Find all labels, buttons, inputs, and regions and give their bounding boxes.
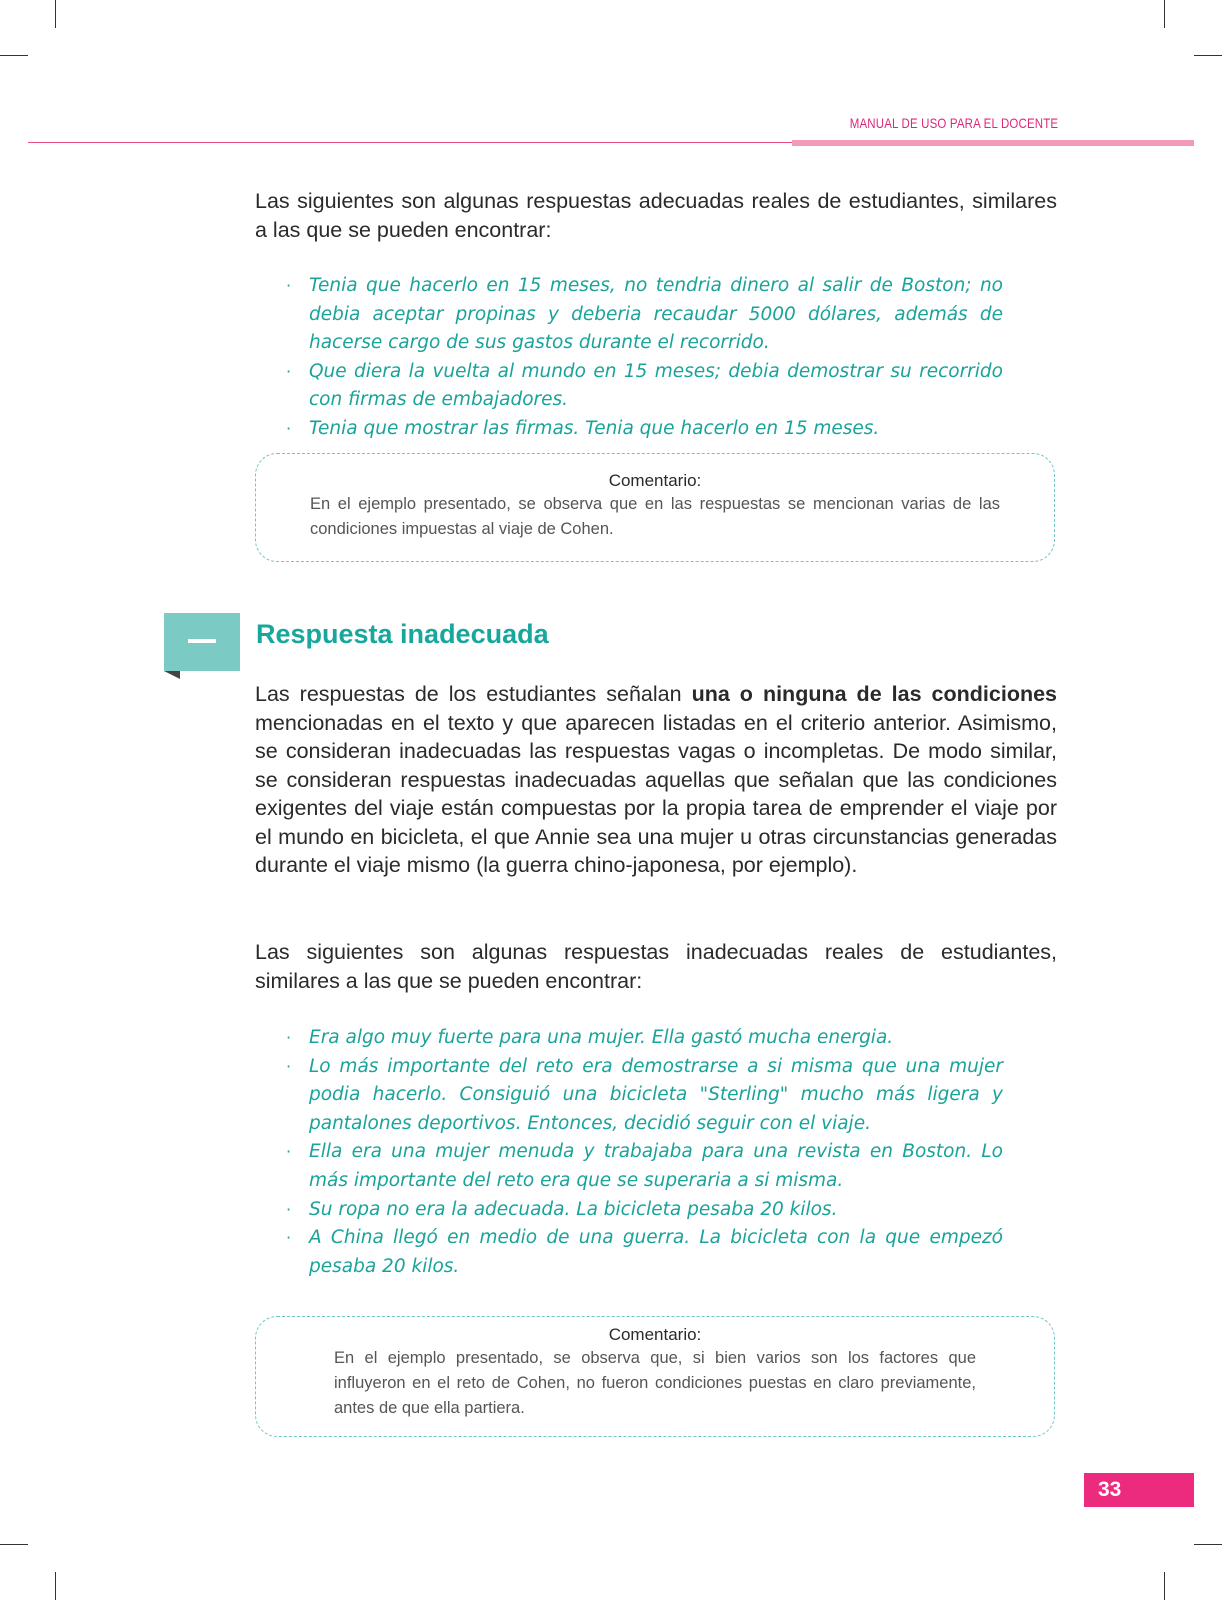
answer-text: A China llegó en medio de una guerra. La bicicleta con la que empezó pesaba 20 kilos. bbox=[309, 1227, 1003, 1277]
crop-mark bbox=[0, 55, 28, 56]
bullet-icon: · bbox=[286, 361, 292, 381]
inadequate-intro: Las siguientes son algunas respuestas inadecuadas reales de estudiantes, similares a las que se pueden encontrar: bbox=[255, 940, 1057, 993]
comment-box bbox=[255, 453, 1055, 562]
inadequate-answer-list bbox=[285, 1024, 1003, 1281]
list-item bbox=[285, 1224, 1003, 1281]
section-tab-fold bbox=[164, 671, 180, 679]
description-text: mencionadas en el texto y que aparecen listadas en el criterio anterior. Asimismo, se consideran inadecuadas las respuestas vagas o incompletas. De modo similar, se consideran respuestas inadecuadas aquellas que señalan que las condiciones exigentes del viaje están compuestas por la propia tarea de emprender el viaje por el mundo en bicicleta, el que Annie sea una mujer u otras circunstancias generadas durante el viaje mismo (la guerra chino-japonesa, por ejemplo). bbox=[255, 710, 1057, 877]
answer-text: Tenia que mostrar las firmas. Tenia que hacerlo en 15 meses. bbox=[309, 417, 880, 439]
comment-text: En el ejemplo presentado, se observa que, si bien varios son los factores que influyeron en el reto de Cohen, no fueron condiciones puestas en claro previamente, antes de que ella partiera. bbox=[334, 1349, 976, 1417]
list-item bbox=[285, 1196, 1003, 1225]
crop-mark bbox=[1194, 55, 1222, 56]
crop-mark bbox=[1194, 1544, 1222, 1545]
bullet-icon: · bbox=[286, 1228, 292, 1248]
answer-text: Tenia que hacerlo en 15 meses, no tendria dinero al salir de Boston; no debia aceptar propinas y deberia recaudar 5000 dólares, además de hacerse cargo de sus gastos durante el recorrido. bbox=[309, 275, 1003, 354]
list-item bbox=[285, 272, 1003, 358]
bullet-icon: · bbox=[286, 418, 292, 438]
list-item bbox=[285, 1024, 1003, 1053]
answer-text: Su ropa no era la adecuada. La bicicleta pesaba 20 kilos. bbox=[309, 1198, 838, 1220]
page-number-badge bbox=[1084, 1473, 1194, 1507]
list-item bbox=[285, 415, 1003, 444]
answer-text: Lo más importante del reto era demostrarse a si misma que una mujer podia hacerlo. Consiguió una bicicleta "Sterling" mucho más ligera y pantalones deportivos. Entonces, decidió seguir con el viaje. bbox=[309, 1055, 1003, 1134]
inadequate-description bbox=[255, 680, 1057, 880]
bullet-icon: · bbox=[286, 1142, 292, 1162]
comment-title: Comentario: bbox=[608, 471, 702, 490]
section-heading: Respuesta inadecuada bbox=[256, 619, 549, 649]
comment-title: Comentario: bbox=[608, 1325, 702, 1344]
answer-text: Que diera la vuelta al mundo en 15 meses; debia demostrar su recorrido con firmas de embajadores. bbox=[309, 360, 1003, 411]
list-item bbox=[285, 358, 1003, 415]
running-header: MANUAL DE USO PARA EL DOCENTE bbox=[849, 115, 1058, 131]
description-text: Las respuestas de los estudiantes señalan bbox=[255, 682, 692, 706]
crop-mark bbox=[1164, 0, 1165, 28]
bullet-icon: · bbox=[286, 1199, 292, 1219]
comment-box bbox=[255, 1316, 1055, 1437]
crop-mark bbox=[1164, 1572, 1165, 1600]
crop-mark bbox=[55, 0, 56, 28]
page-number: 33 bbox=[1098, 1478, 1122, 1501]
bullet-icon: · bbox=[286, 1056, 292, 1076]
bullet-icon: · bbox=[286, 276, 292, 295]
crop-mark bbox=[0, 1544, 28, 1545]
answer-text: Era algo muy fuerte para una mujer. Ella gastó mucha energia. bbox=[309, 1027, 894, 1048]
bullet-icon: · bbox=[286, 1028, 292, 1047]
crop-mark bbox=[55, 1572, 56, 1600]
adequate-answer-list bbox=[285, 272, 1003, 444]
adequate-intro: Las siguientes son algunas respuestas adecuadas reales de estudiantes, similares a las que se pueden encontrar: bbox=[255, 189, 1057, 242]
list-item bbox=[285, 1138, 1003, 1195]
header-rule-accent bbox=[792, 140, 1194, 146]
answer-text: Ella era una mujer menuda y trabajaba para una revista en Boston. Lo más importante del reto era que se superaria a si misma. bbox=[309, 1141, 1003, 1191]
comment-text: En el ejemplo presentado, se observa que en las respuestas se mencionan varias de las condiciones impuestas al viaje de Cohen. bbox=[310, 495, 1000, 538]
minus-icon bbox=[188, 639, 216, 643]
list-item bbox=[285, 1053, 1003, 1139]
section-tab bbox=[164, 613, 240, 671]
description-emphasis: una o ninguna de las condiciones bbox=[691, 682, 1057, 706]
